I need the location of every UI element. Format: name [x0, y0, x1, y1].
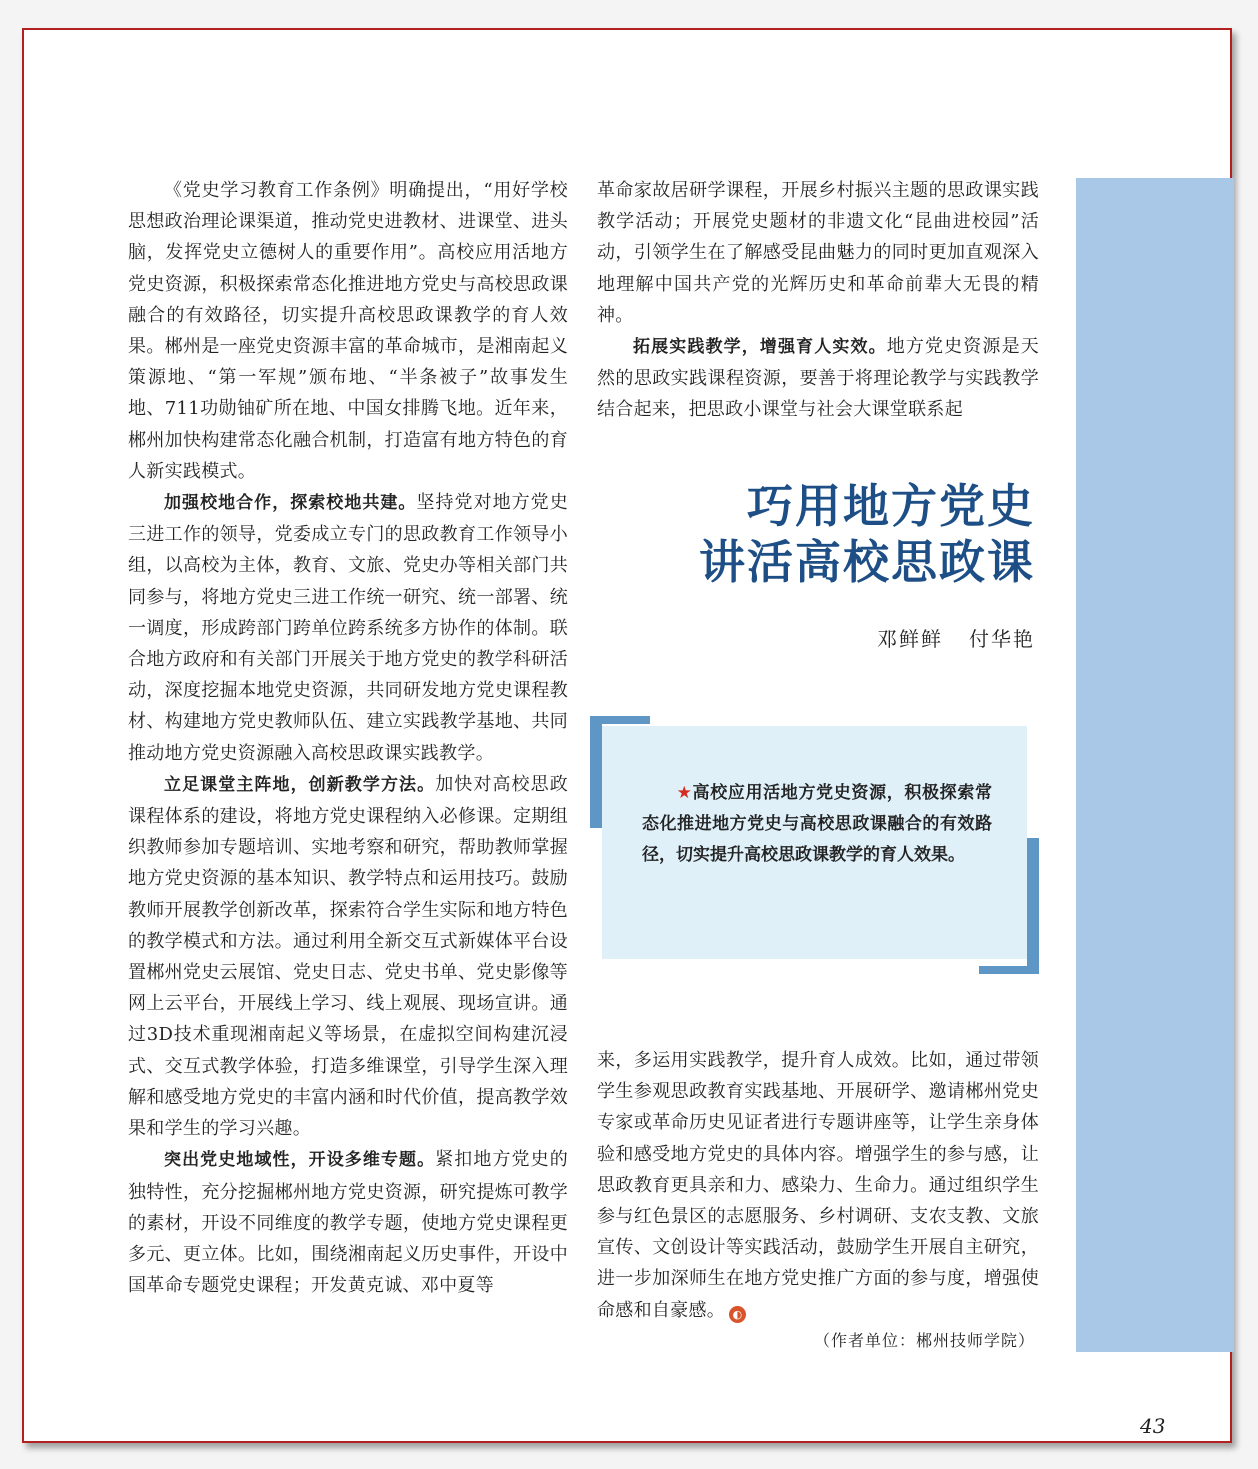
decorative-side-bar	[1076, 178, 1234, 1352]
left-column	[128, 175, 568, 1301]
section-body: 紧扣地方党史的独特性，充分挖掘郴州地方党史资源，研究提炼可教学的素材，开设不同维度的教学专题，使地方党史课程更多元、更立体。比如，围绕湘南起义历史事件，开设中国革命专题党史课程；开发黄克诚、邓中夏等	[128, 1149, 569, 1297]
right-column-bottom	[597, 1045, 1039, 1326]
continued-paragraph	[597, 1045, 1039, 1326]
section-heading: 立足课堂主阵地，创新教学方法。	[164, 774, 436, 795]
section-paragraph	[597, 331, 1039, 426]
star-icon: ★	[676, 783, 693, 803]
pull-quote-box	[602, 726, 1027, 959]
article-title	[699, 478, 1035, 590]
continued-paragraph-body: 来，多运用实践教学，提升育人成效。比如，通过带领学生参观思政教育实践基地、开展研学、邀请郴州党史专家或革命历史见证者进行专题讲座等，让学生亲身体验和感受地方党史的具体内容。增强学生的参与感，让思政教育更具亲和力、感染力、生命力。通过组织学生参与红色景区的志愿服务、乡村调研、支农支教、文旅宣传、文创设计等实践活动，鼓励学生开展自主研究，进一步加深师生在地方党史推广方面的参与度，增强使命感和自豪感。	[597, 1050, 1039, 1321]
intro-paragraph: 《党史学习教育工作条例》明确提出，“用好学校思想政治理论课渠道，推动党史进教材、进课堂、进头脑，发挥党史立德树人的重要作用”。高校应用活地方党史资源，积极探索常态化推进地方党史与高校思政课融合的有效路径，切实提升高校思政课教学的育人效果。郴州是一座党史资源丰富的革命城市，是湘南起义策源地、“第一军规”颁布地、“半条被子”故事发生地、711功勋铀矿所在地、中国女排腾飞地。近年来，郴州加快构建常态化融合机制，打造富有地方特色的育人新实践模式。	[128, 180, 568, 482]
section-body: 地方党史资源是天然的思政实践课程资源，要善于将理论教学与实践教学结合起来，把思政小课堂与社会大课堂联系起	[597, 336, 1039, 421]
section-heading: 突出党史地域性，开设多维专题。	[164, 1150, 436, 1171]
title-line-1: 巧用地方党史	[747, 479, 1035, 533]
title-line-2: 讲活高校思政课	[699, 535, 1035, 589]
section-body: 加快对高校思政课程体系的建设，将地方党史课程纳入必修课。定期组织教师参加专题培训、实地考察和研究，帮助教师掌握地方党史资源的基本知识、教学特点和运用技巧。鼓励教师开展教学创新改革，探索符合学生实际和地方特色的教学模式和方法。通过利用全新交互式新媒体平台设置郴州党史云展馆、党史日志、党史书单、党史影像等网上云平台，开展线上学习、线上观展、现场宣讲。通过3D技术重现湘南起义等场景，在虚拟空间构建沉浸式、交互式教学体验，打造多维课堂，引导学生深入理解和感受地方党史的丰富内涵和时代价值，提高教学效果和学生的学习兴趣。	[128, 773, 569, 1140]
section-paragraph	[128, 1144, 568, 1301]
pull-quote-body: 高校应用活地方党史资源，积极探索常态化推进地方党史与高校思政课融合的有效路径，切实提升高校思政课教学的育人效果。	[642, 783, 992, 865]
right-column-top	[597, 175, 1039, 426]
section-heading: 拓展实践教学，增强育人实效。	[633, 337, 887, 358]
authors	[877, 623, 1035, 652]
section-heading: 加强校地合作，探索校地共建。	[164, 493, 417, 514]
pull-quote-text	[642, 778, 992, 871]
magazine-page	[22, 28, 1232, 1443]
section-paragraph	[128, 769, 568, 1144]
author-name: 邓鲜鲜	[877, 627, 943, 651]
magazine-logo-icon: ◐	[729, 1306, 746, 1323]
section-body: 坚持党对地方党史三进工作的领导，党委成立专门的思政教育工作领导小组，以高校为主体，教育、文旅、党史办等相关部门共同参与，将地方党史三进工作统一研究、统一部署、统一调度，形成跨部门跨单位跨系统多方协作的体制。联合地方政府和有关部门开展关于地方党史的教学科研活动，深度挖掘本地党史资源，共同研发地方党史课程教材、构建地方党史教师队伍、建立实践教学基地、共同推动地方党史资源融入高校思政课实践教学。	[128, 492, 568, 764]
author-name: 付华艳	[969, 627, 1035, 651]
continued-paragraph: 革命家故居研学课程，开展乡村振兴主题的思政课实践教学活动；开展党史题材的非遗文化“昆曲进校园”活动，引领学生在了解感受昆曲魅力的同时更加直观深入地理解中国共产党的光辉历史和革命前辈大无畏的精神。	[597, 180, 1039, 326]
section-paragraph	[128, 487, 568, 769]
author-affiliation: （作者单位：郴州技师学院）	[813, 1331, 1035, 1350]
page-number: 43	[1140, 1414, 1166, 1438]
